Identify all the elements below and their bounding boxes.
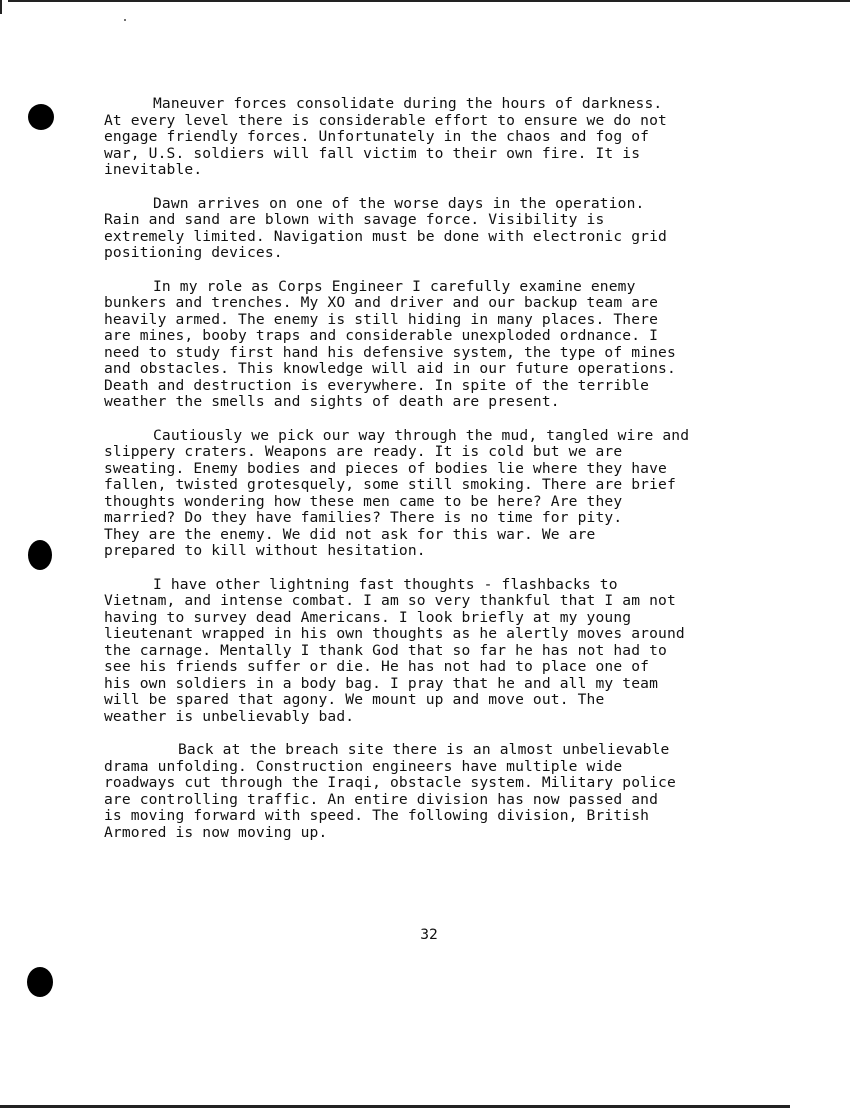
punch-hole-top: [28, 104, 54, 130]
paragraph-dawn-arrives: Dawn arrives on one of the worse days in the operation. Rain and sand are blown with savage force. Visibility is extremely limited. Navigation must be done with electronic grid positioning devices.: [104, 194, 667, 261]
paragraph-flashbacks: I have other lightning fast thoughts - flashbacks to Vietnam, and intense combat. I am so very thankful that I am not having to survey dead Americans. I look briefly at my young lieutenant wrapped in his own thoughts as he alertly moves around the carnage. Mentally I thank God that so far he has not had to see his friends suffer or die. He has not had to place one of his own soldiers in a body bag. I pray that he and all my team will be spared that agony. We mount up and move out. The weather is unbelievably bad.: [104, 575, 685, 725]
scan-speck: [124, 19, 126, 21]
scan-bottom-border: [0, 1105, 790, 1108]
scan-left-border: [0, 0, 2, 14]
paragraph-breach-site: Back at the breach site there is an almost unbelievable drama unfolding. Construction engineers have multiple wide roadways cut through the Iraqi, obstacle system. Military police are controlling traffic. An entire division has now passed and is moving forward with speed. The following division, British Armored is now moving up.: [104, 741, 676, 841]
page-number: 32: [420, 926, 438, 943]
paragraph-corps-engineer: In my role as Corps Engineer I carefully examine enemy bunkers and trenches. My XO and driver and our backup team are heavily armed. The enemy is still hiding in many places. There are mines, booby traps and considerable unexploded ordnance. I need to study first hand his defensive system, the type of mines and obstacles. This knowledge will aid in our future operations. Death and destruction is everywhere. In spite of the terrible weather the smells and sights of death are present.: [104, 277, 676, 410]
paragraph-maneuver-forces: Maneuver forces consolidate during the hours of darkness. At every level there is considerable effort to ensure we do not engage friendly forces. Unfortunately in the chaos and fog of war, U.S. soldiers will fall victim to their own fire. It is inevitable.: [104, 95, 667, 178]
punch-hole-bottom: [27, 967, 53, 997]
punch-hole-middle: [28, 540, 52, 570]
scan-top-border: [8, 0, 850, 2]
page-body: [104, 96, 764, 858]
paragraph-cautiously: Cautiously we pick our way through the mud, tangled wire and slippery craters. Weapons are ready. It is cold but we are sweating. Enemy bodies and pieces of bodies lie where they have fallen, twisted grotesquely, some still smoking. There are brief thoughts wondering how these men came to be here? Are they married? Do they have families? There is no time for pity. They are the enemy. We did not ask for this war. We are prepared to kill without hesitation.: [104, 426, 690, 559]
